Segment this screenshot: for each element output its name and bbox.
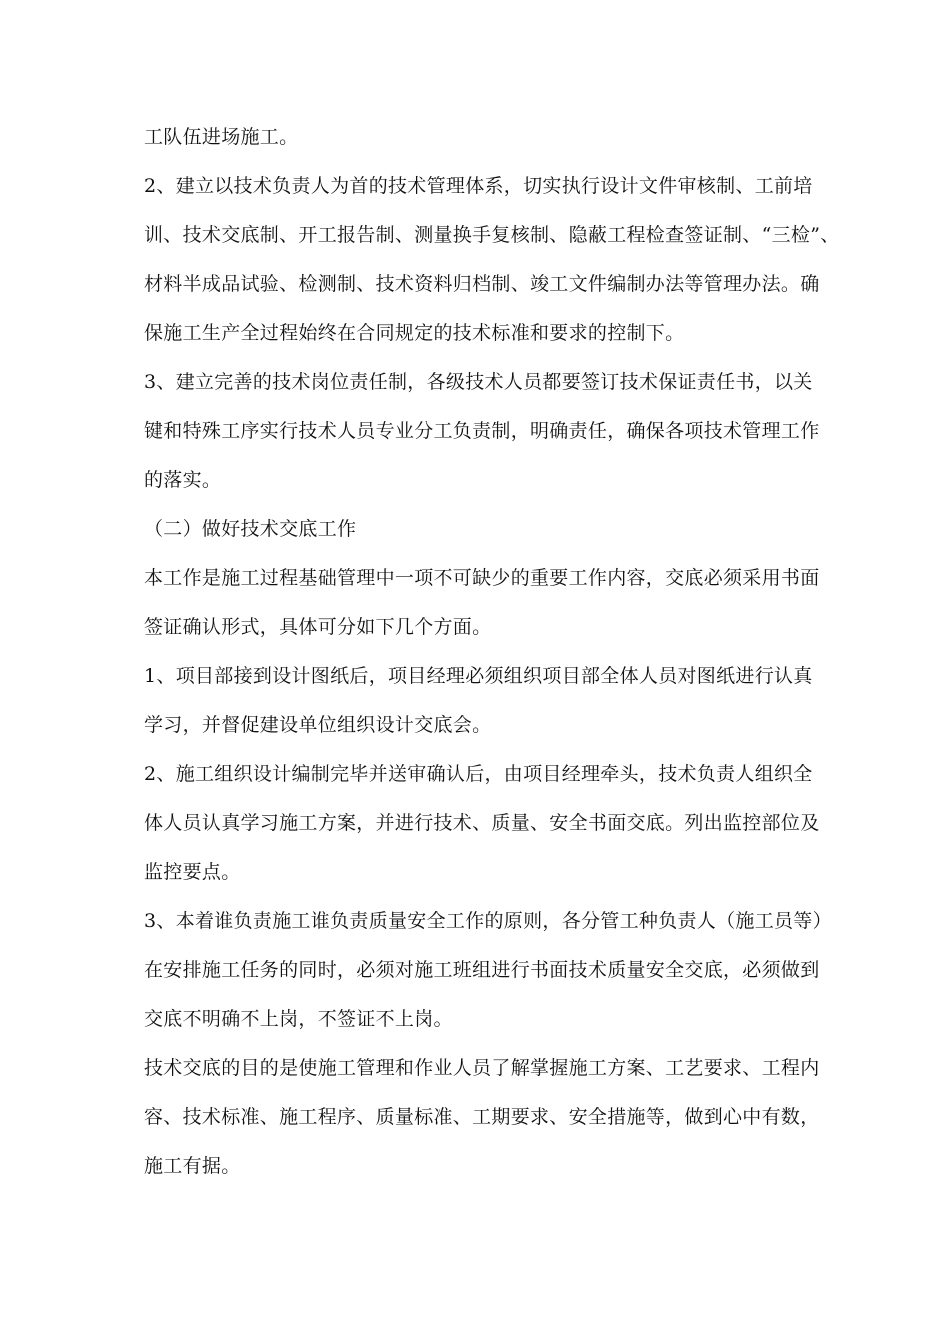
text-line: 的落实。: [144, 469, 222, 491]
text-line: 签证确认形式，具体可分如下几个方面。: [144, 616, 492, 638]
document-body: [144, 113, 840, 1191]
text-line: 3、建立完善的技术岗位责任制，各级技术人员都要签订技术保证责任书，以关: [144, 371, 813, 393]
text-line: 材料半成品试验、检测制、技术资料归档制、竣工文件编制办法等管理办法。确: [144, 273, 820, 295]
section-heading: （二）做好技术交底工作: [144, 518, 357, 540]
text-line: 容、技术标准、施工程序、质量标准、工期要求、安全措施等，做到心中有数，: [144, 1106, 820, 1128]
text-line: 3、本着谁负责施工谁负责质量安全工作的原则，各分管工种负责人（施工员等）: [144, 910, 832, 932]
text-line: 体人员认真学习施工方案，并进行技术、质量、安全书面交底。列出监控部位及: [144, 812, 820, 834]
text-line: 技术交底的目的是使施工管理和作业人员了解掌握施工方案、工艺要求、工程内: [144, 1057, 820, 1079]
text-line: 施工有据。: [144, 1155, 241, 1177]
text-line: 键和特殊工序实行技术人员专业分工负责制，明确责任，确保各项技术管理工作: [144, 420, 820, 442]
text-line: 本工作是施工过程基础管理中一项不可缺少的重要工作内容，交底必须采用书面: [144, 567, 820, 589]
text-line: 1、项目部接到设计图纸后，项目经理必须组织项目部全体人员对图纸进行认真: [144, 665, 813, 687]
text-line: 工队伍进场施工。: [144, 126, 299, 148]
text-line: 2、建立以技术负责人为首的技术管理体系，切实执行设计文件审核制、工前培: [144, 175, 813, 197]
text-line: 保施工生产全过程始终在合同规定的技术标准和要求的控制下。: [144, 322, 685, 344]
text-line: 2、施工组织设计编制完毕并送审确认后，由项目经理牵头，技术负责人组织全: [144, 763, 813, 785]
text-line: 训、技术交底制、开工报告制、测量换手复核制、隐蔽工程检查签证制、“三检”、: [144, 224, 840, 246]
text-line: 交底不明确不上岗，不签证不上岗。: [144, 1008, 453, 1030]
text-line: 在安排施工任务的同时，必须对施工班组进行书面技术质量安全交底，必须做到: [144, 959, 820, 981]
text-line: 学习，并督促建设单位组织设计交底会。: [144, 714, 492, 736]
text-line: 监控要点。: [144, 861, 241, 883]
